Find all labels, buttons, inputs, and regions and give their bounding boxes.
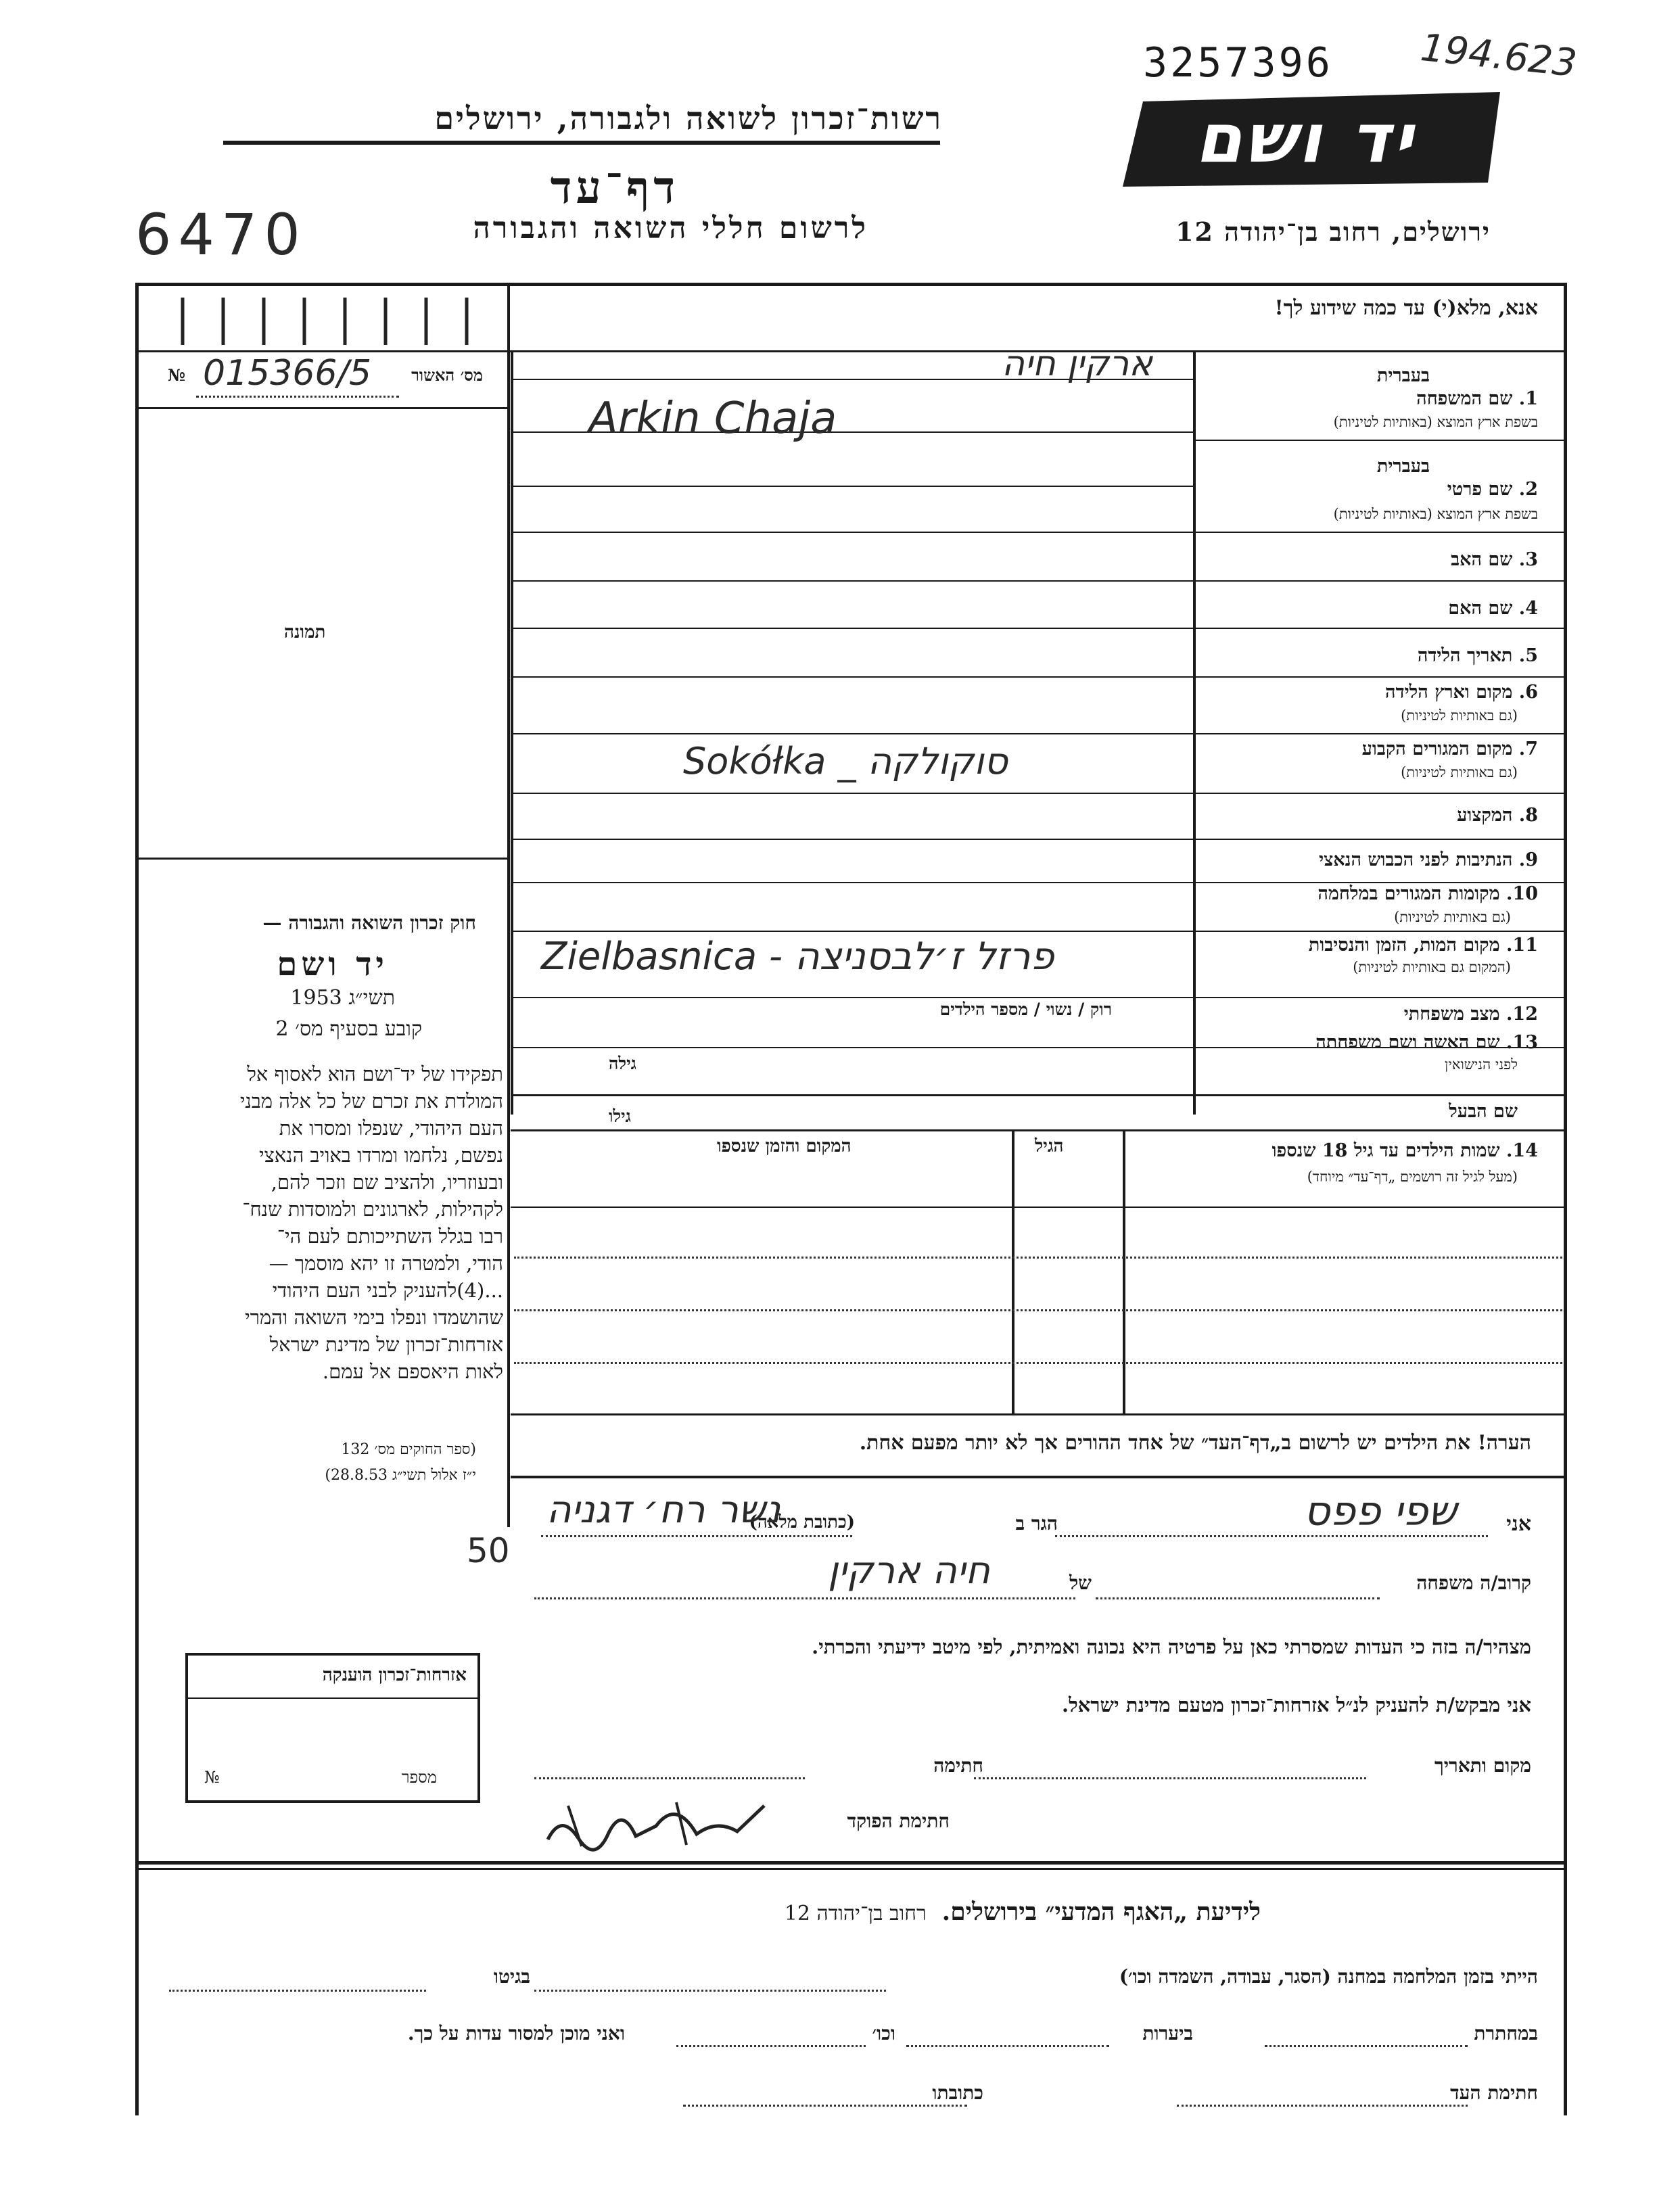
form-subtitle: לרשום חללי השואה והגבורה bbox=[473, 211, 868, 245]
footer-line2-b: ביערות bbox=[1142, 2022, 1193, 2044]
citizenship-box-title: אזרחות־זכרון הוענקה bbox=[322, 1665, 467, 1685]
decl-place-date: מקום ותאריך bbox=[1434, 1754, 1531, 1777]
reg-no-value[interactable]: 015366/5 bbox=[203, 353, 372, 394]
left-top-rule bbox=[139, 350, 509, 352]
decl-officer-signature: חתימת הפוקד bbox=[847, 1810, 950, 1832]
decl-residing: הגר ב bbox=[1015, 1512, 1058, 1535]
photo-bottom-rule bbox=[139, 858, 509, 860]
children-col-place: המקום והזמן שנספו bbox=[717, 1136, 851, 1156]
footer-top-rule bbox=[139, 1861, 1566, 1865]
reg-no-symbol: № bbox=[168, 365, 186, 385]
children-row-line bbox=[514, 1362, 1562, 1364]
law-name: יד ושם bbox=[277, 945, 388, 983]
decl-address-line bbox=[541, 1535, 852, 1537]
handwritten-id: 6470 bbox=[135, 202, 307, 268]
field-rule bbox=[511, 486, 1194, 487]
footer-line2-a: במחתרת bbox=[1474, 2022, 1538, 2044]
children-col-age: הגיל bbox=[1035, 1136, 1064, 1156]
field-1-value-latin[interactable]: Arkin Chaja bbox=[588, 394, 837, 444]
footer-title: לידיעת „האגף המדעי״ בירושלים. רחוב בן־יהודה 12 bbox=[784, 1898, 1261, 1926]
decl-ani: אני bbox=[1506, 1512, 1531, 1536]
field-6-sub: (גם באותיות לטיניות) bbox=[1401, 707, 1518, 724]
label-rule bbox=[1196, 628, 1564, 629]
frame-top bbox=[135, 283, 1566, 286]
org-underline bbox=[223, 141, 940, 145]
field-rule bbox=[511, 931, 1194, 932]
field-1-sub: בשפת ארץ המוצא (באותיות לטיניות) bbox=[1333, 414, 1538, 430]
field-rule bbox=[511, 882, 1194, 883]
field-7-label: 7. מקום המגורים הקבוע bbox=[1361, 739, 1538, 759]
field-1-label: 1. שם המשפחה bbox=[1416, 388, 1538, 409]
org-line: רשות־זכרון לשואה ולגבורה, ירושלים bbox=[434, 100, 943, 137]
field-8-label: 8. המקצוע bbox=[1457, 805, 1538, 826]
field-2-sub: בשפת ארץ המוצא (באותיות לטיניות) bbox=[1333, 506, 1538, 522]
footer-line1-b: בגיטו bbox=[493, 1965, 530, 1988]
footer-top-rule-2 bbox=[139, 1868, 1566, 1870]
footer-line2a-dots bbox=[1265, 2045, 1468, 2047]
reg-no-line bbox=[196, 396, 399, 398]
frame-left bbox=[135, 283, 139, 2115]
footer-line1-dots bbox=[534, 1990, 886, 1992]
law-year: תשי״ג 1953 bbox=[290, 986, 395, 1010]
label-rule bbox=[1196, 997, 1564, 998]
decl-relative: קרוב/ה משפחה bbox=[1416, 1572, 1531, 1594]
field-3-label: 3. שם האב bbox=[1451, 549, 1538, 570]
field-13-label: 13. שם האשה ושם משפחתה bbox=[1315, 1032, 1538, 1053]
field-13-sub: לפני הנישואין bbox=[1445, 1056, 1518, 1073]
label-rule bbox=[1196, 580, 1564, 582]
footer-line1b-dots bbox=[169, 1990, 426, 1992]
field-11-value[interactable]: Zielbasnica - פרזל ז׳לבסניצה bbox=[541, 935, 1054, 979]
label-rule bbox=[1196, 676, 1564, 678]
citizenship-box-symbol: № bbox=[204, 1768, 220, 1787]
field-rule bbox=[511, 676, 1194, 678]
note-text: הערה! את הילדים יש לרשום ב„דף־העד״ של אחד ההורים אך לא יותר מפעם אחת. bbox=[859, 1431, 1531, 1455]
reg-no-label: מס׳ האשור bbox=[411, 365, 483, 385]
photo-label: תמונה bbox=[284, 622, 326, 642]
doc-number: 3257396 bbox=[1143, 39, 1333, 87]
decl-relative-line bbox=[1096, 1597, 1380, 1599]
law-clause: קובע בסעיף מס׳ 2 bbox=[275, 1017, 422, 1041]
field-rule bbox=[511, 580, 1194, 582]
children-row-line bbox=[514, 1257, 1562, 1259]
label-rule bbox=[1196, 931, 1564, 932]
decl-of-line bbox=[534, 1597, 1075, 1599]
frame-right bbox=[1564, 283, 1567, 2115]
field-rule bbox=[511, 1047, 1194, 1048]
decl-full-address: (כתובת מלאה) bbox=[749, 1512, 855, 1532]
children-row-line bbox=[514, 1309, 1562, 1311]
field-12-label: 12. מצב משפחתי bbox=[1403, 1004, 1538, 1025]
field-rule bbox=[511, 839, 1194, 840]
label-rule bbox=[1196, 733, 1564, 734]
field-rule bbox=[511, 733, 1194, 734]
note-bottom bbox=[511, 1476, 1566, 1478]
footer-line2c-dots bbox=[676, 2045, 866, 2047]
husband-age-label: גילו bbox=[609, 1106, 631, 1126]
value-area-left bbox=[511, 350, 513, 1115]
field-11-label: 11. מקום המות, הזמן והנסיבות bbox=[1308, 935, 1538, 956]
form-title: דף־עד bbox=[550, 161, 679, 214]
husband-rule bbox=[511, 1129, 1566, 1131]
field-rule bbox=[511, 532, 1194, 533]
label-column-divider bbox=[1193, 350, 1196, 1115]
intro-text: אנא, מלא(י) עד כמה שידוע לך! bbox=[1274, 296, 1538, 320]
husband-label: שם הבעל bbox=[1449, 1101, 1518, 1122]
label-rule bbox=[1196, 532, 1564, 533]
children-sub: (מעל לגיל זה רושמים „דף־עד״ מיוחד) bbox=[1307, 1169, 1518, 1185]
decl-hw-address[interactable]: נשר רח׳ דגניה bbox=[546, 1488, 780, 1532]
footer-line3a-dots bbox=[1177, 2105, 1468, 2107]
address: ירושלים, רחוב בן־יהודה 12 bbox=[1175, 216, 1491, 247]
footer-line3-a: חתימת העד bbox=[1450, 2082, 1538, 2104]
left-panel-divider bbox=[507, 283, 510, 1527]
citizenship-box-rule bbox=[188, 1697, 477, 1699]
decl-signature: חתימה bbox=[933, 1754, 983, 1777]
law-title: חוק זכרון השואה והגבורה — bbox=[262, 912, 476, 934]
decl-hw-margin: 50 bbox=[467, 1531, 510, 1570]
field-rule bbox=[511, 997, 1194, 998]
field-12-options: רוק / נשוי / מספר הילדים bbox=[939, 1000, 1112, 1019]
decl-signature-line bbox=[534, 1777, 805, 1779]
field-10-label: 10. מקומות המגורים במלחמה bbox=[1317, 883, 1538, 904]
field-1-top-label: בעברית bbox=[1376, 365, 1430, 386]
citizenship-box-number: מספר bbox=[401, 1768, 437, 1787]
handwritten-ref: 194.623 bbox=[1418, 26, 1579, 86]
label-rule bbox=[1196, 839, 1564, 840]
field-2-label: 2. שם פרטי bbox=[1447, 479, 1538, 500]
footer-line2-c: וכו׳ bbox=[872, 2022, 895, 2044]
children-title: 14. שמות הילדים עד גיל 18 שנספו bbox=[1271, 1140, 1538, 1161]
field-6-label: 6. מקום וארץ הלידה bbox=[1385, 682, 1538, 703]
citizenship-box bbox=[185, 1653, 480, 1803]
label-rule bbox=[1196, 793, 1564, 794]
field-7-sub: (גם באותיות לטיניות) bbox=[1401, 764, 1518, 780]
decl-line2: אני מבקש/ת להעניק לנ״ל אזרחות־זכרון מטעם מדינת ישראל. bbox=[1062, 1693, 1531, 1716]
field-7-value[interactable]: Sokółka _ סוקולקה bbox=[683, 740, 1008, 782]
decl-hw-relation[interactable]: חיה ארקין bbox=[827, 1549, 990, 1593]
decl-place-date-line bbox=[974, 1777, 1366, 1779]
children-row bbox=[511, 1207, 1566, 1208]
decl-line1: מצהיר/ה בזה כי העדות שמסרתי כאן על פרטיה היא נכונה ואמיתית, לפי מיטב ידיעתי והכרתי. bbox=[812, 1635, 1531, 1658]
decl-name-line bbox=[1055, 1535, 1488, 1537]
field-1-value-hebrew[interactable]: ארקין חיה bbox=[1002, 344, 1152, 384]
yad-vashem-logo: יד ושם bbox=[1123, 88, 1501, 188]
field-5-label: 5. תאריך הלידה bbox=[1417, 645, 1538, 666]
children-col-divider bbox=[1123, 1131, 1125, 1413]
field-10-sub: (גם באותיות לטיניות) bbox=[1394, 909, 1511, 925]
children-col-divider bbox=[1012, 1131, 1014, 1413]
decl-hw-name[interactable]: שפי פפס bbox=[1303, 1488, 1457, 1535]
field-rule bbox=[511, 793, 1194, 794]
field-11-sub: (המקום גם באותיות לטיניות) bbox=[1353, 959, 1511, 975]
footer-line3b-dots bbox=[683, 2105, 967, 2107]
field-2-top-label: בעברית bbox=[1376, 456, 1430, 477]
law-ref-1: (ספר החוקים מס׳ 132 bbox=[341, 1441, 476, 1458]
footer-line2b-dots bbox=[906, 2045, 1109, 2047]
field-4-label: 4. שם האם bbox=[1448, 598, 1538, 619]
field-rule bbox=[511, 1094, 1566, 1096]
field-9-label: 9. הנתיבות לפני הכבוש הנאצי bbox=[1319, 849, 1538, 870]
tick-marks bbox=[156, 291, 494, 352]
footer-line1-a: הייתי בזמן המלחמה במחנה (הסגר, עבודה, השמדה וכו׳) bbox=[1119, 1965, 1538, 1988]
decl-of: של bbox=[1069, 1572, 1092, 1594]
law-ref-2: י״ז אלול תשי״ג 28.8.53) bbox=[325, 1467, 476, 1484]
field-rule bbox=[511, 628, 1194, 629]
footer-line2-d: ואני מוכן למסור עדות על כך. bbox=[407, 2022, 625, 2044]
field-13-age-label: גילה bbox=[609, 1054, 636, 1073]
reg-no-rule bbox=[139, 407, 509, 409]
children-bottom bbox=[511, 1413, 1566, 1415]
law-text: תפקידו של יד־ושם הוא לאסוף אל המולדת את זכרם של כל אלה מבני העם היהודי, שנפלו ומסרו את נפשם, נלחמו ומרדו באויב הנאצי ובעוזריו, ולהציב שם וזכר להם, לקהילות, לארגונים ולמוסדות שנח־ רבו בגלל השתייכותם לעם הי־ הודי, ולמטרה זו יהא מוסמך — ...(4)להעניק לבני העם היהודי שהושמדו ונפלו בימי השואה והמרי אזרחות־זכרון של מדינת ישראל לאות היאספם אל עמם. bbox=[239, 1062, 503, 1383]
footer-line3-b: כתובתו bbox=[932, 2082, 983, 2104]
officer-signature-scribble bbox=[541, 1785, 771, 1860]
label-rule bbox=[1196, 440, 1564, 441]
